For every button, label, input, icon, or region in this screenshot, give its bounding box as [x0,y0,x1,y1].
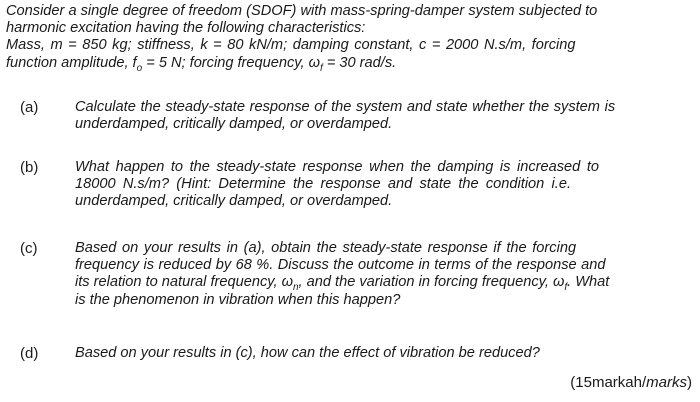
question-label: (c) [20,240,38,257]
question-line: frequency is reduced by 68 %. Discuss the outcome in terms of the response and [75,257,606,274]
question-text [75,99,692,133]
marks-english: marks [646,374,687,391]
marks-malay: (15markah/ [570,374,647,391]
force-amplitude-subscript: o [136,62,143,74]
natural-frequency-label: its relation to natural frequency, ω [75,274,293,291]
question-line-end: . What [567,274,610,291]
question-text [75,159,692,211]
marks-allocation [570,374,692,391]
forcing-frequency-subscript: f [319,62,323,74]
question-line [75,274,692,294]
question-line: underdamped, critically damped, or overdamped. [75,116,393,133]
question-text [75,345,692,362]
marks-close: ) [687,374,692,391]
question-line: Based on your results in (c), how can the effect of vibration be reduced? [75,345,540,361]
intro-line-2: harmonic excitation having the following characteristics: [6,20,366,37]
question-line: is the phenomenon in vibration when this happen? [75,291,401,308]
question-text [75,240,692,309]
question-line: 18000 N.s/m? (Hint: Determine the response and state the condition i.e. [75,176,572,193]
problem-statement [6,3,694,72]
forcing-frequency-label: = 5 N; forcing frequency, ω [142,54,320,71]
intro-line-3: Mass, m = 850 kg; stiffness, k = 80 kN/m; damping constant, c = 2000 N.s/m, forcing [6,37,576,54]
forcing-frequency-label: , and the variation in forcing frequency, ω [298,274,565,291]
question-label: (a) [20,99,39,116]
question-label: (d) [20,345,39,362]
question-line: Based on your results in (a), obtain the steady-state response if the forcing [75,240,577,256]
question-line: What happen to the steady-state response when the damping is increased to [75,159,599,175]
question-label: (b) [20,159,39,176]
intro-line-4 [6,55,694,72]
intro-line-1: Consider a single degree of freedom (SDOF) with mass-spring-damper system subjected to [6,3,598,19]
forcing-frequency-value: = 30 rad/s. [322,54,397,71]
question-line: underdamped, critically damped, or overdamped. [75,193,393,210]
forcing-frequency-subscript: f [564,282,568,294]
natural-frequency-subscript: n [292,282,299,294]
force-amplitude-label: function amplitude, f [6,54,137,71]
question-line: Calculate the steady-state response of the system and state whether the system is [75,99,616,115]
